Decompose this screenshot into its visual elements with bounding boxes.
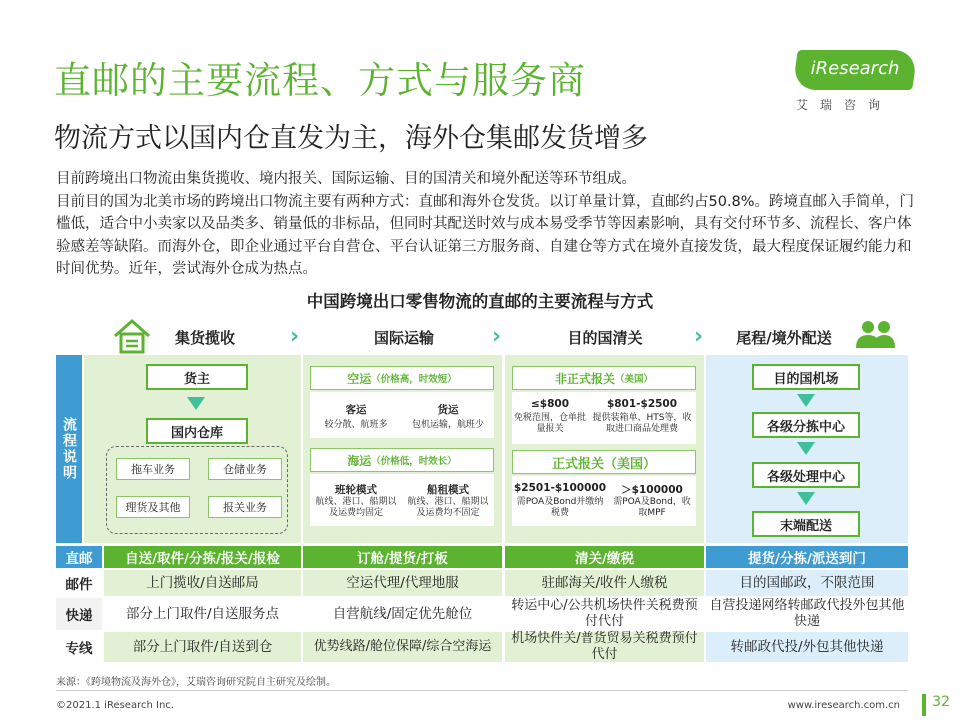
formal-customs-header (512, 450, 696, 474)
service-tally: 理货及其他 (116, 496, 190, 518)
formal-high-title: ＞$100000 (621, 484, 683, 496)
copyright: ©2021.1 iResearch Inc. (56, 700, 174, 711)
table-cell: 部分上门取件/自送到仓 (104, 632, 301, 662)
table-header-collection: 自送/取件/分拣/报关/报检 (104, 546, 301, 568)
page-title: 直邮的主要流程、方式与服务商 (54, 59, 586, 102)
last-mile-box: 末端配送 (752, 511, 860, 537)
intro-line-2: 目前目的国为北美市场的跨境出口物流主要有两种方式：直邮和海外仓发货。以订单量计算，直邮约占50.8%。跨境直邮入手简单，门槛低，适合中小卖家以及品类多、销量低的非标品，但同时其配送时效与成本易受季节等因素影响，具有交付环节多、流程长、客户体验感差等缺陷。而海外仓，即企业通过平台自营仓、平台认证第三方服务商、自建仓等方式在境外直接发货，最大程度保证履约能力和时间优势。近年，尝试海外仓成为热点。 (56, 193, 915, 277)
source-note: 来源：《跨境物流及海外仓》，艾瑞咨询研究院自主研究及绘制。 (56, 677, 336, 688)
table-header-mode: 直邮 (56, 546, 102, 568)
row-label-mail: 邮件 (56, 570, 102, 596)
intro-line-1: 目前跨境出口物流由集货揽收、境内报关、国际运输、目的国清关和境外配送等环节组成。 (56, 171, 636, 187)
formal-note: （美国） (604, 456, 657, 472)
informal-low-title: ≤$800 (530, 398, 570, 410)
sea-charter-desc: 航线、港口、船期以及运费均不固定 (407, 497, 489, 518)
users-icon (854, 318, 896, 350)
sea-note: （价格低，时效长） (371, 456, 457, 467)
diagram-title: 中国跨境出口零售物流的直邮的主要流程与方式 (306, 292, 654, 311)
footer-divider (56, 690, 908, 691)
page-subtitle: 物流方式以国内仓直发为主，海外仓集邮发货增多 (54, 123, 648, 154)
air-passenger-title: 客运 (345, 404, 367, 416)
owner-box: 货主 (146, 364, 248, 390)
table-cell: 机场快件关/普货贸易关税费预付代付 (505, 632, 704, 662)
informal-note: （美国） (615, 374, 654, 385)
destination-airport-box: 目的国机场 (752, 364, 860, 390)
table-cell: 上门揽收/自送邮局 (104, 570, 301, 596)
stage-customs-clearance: 目的国清关 (567, 328, 643, 347)
table-header-delivery: 提货/分拣/派送到门 (706, 546, 908, 568)
stage-collection: 集货揽收 (174, 328, 235, 347)
air-note: （价格高，时效短） (371, 374, 457, 385)
table-header-transport: 订舱/提货/打板 (303, 546, 502, 568)
page-number: 32 (932, 694, 950, 710)
processing-center-box: 各级处理中心 (752, 462, 860, 488)
formal-high-desc: 需POA及Bond，收取MPF (613, 497, 691, 518)
stage-last-mile: 尾程/境外配送 (736, 328, 832, 347)
warehouse-house-icon (112, 318, 152, 354)
informal-customs-header (512, 366, 696, 390)
page-number-bar (922, 694, 926, 716)
table-cell: 转邮政代投/外包其他快递 (706, 632, 908, 662)
air-cargo-desc: 包机运输，航班少 (411, 420, 484, 430)
intro-text (56, 168, 916, 281)
table-cell: 驻邮海关/收件人缴税 (505, 570, 704, 596)
chevron-right-icon: › (694, 324, 704, 349)
domestic-warehouse-box: 国内仓库 (146, 418, 248, 444)
table-cell: 自营航线/固定优先舱位 (303, 598, 502, 630)
air-transport-header (310, 366, 494, 390)
air-cargo-title: 货运 (437, 404, 459, 416)
sea-charter-title: 船租模式 (427, 484, 469, 496)
website-link[interactable]: www.iresearch.com.cn (787, 700, 900, 711)
table-cell: 优势线路/舱位保障/综合空海运 (303, 632, 502, 662)
informal-high-title: $801-$2500 (606, 398, 678, 410)
service-trailer: 拖车业务 (116, 458, 190, 480)
sea-title: 海运 (347, 453, 372, 468)
chevron-right-icon: › (290, 324, 300, 349)
air-passenger-desc: 较分散、航班多 (324, 420, 388, 430)
sea-transport-header (310, 448, 494, 472)
stage-international-transport: 国际运输 (373, 328, 434, 347)
informal-low-desc: 免税范围，仓单批量报关 (514, 413, 587, 434)
informal-high-desc: 提供装箱单、HTS等，收取进口商品处理费 (592, 413, 692, 434)
arrow-down-icon (187, 397, 205, 410)
sea-liner-title: 班轮模式 (335, 484, 377, 496)
table-cell: 自营投递网络转邮政代投外包其他快递 (706, 598, 908, 630)
table-cell: 空运代理/代理地服 (303, 570, 502, 596)
row-label-express: 快递 (56, 598, 102, 630)
table-cell: 转运中心/公共机场快件关税费预付代付 (505, 598, 704, 630)
logo-subtitle: 艾瑞咨询 (796, 98, 893, 112)
formal-title: 正式报关 (551, 456, 604, 472)
table-cell: 部分上门取件/自送服务点 (104, 598, 301, 630)
table-header-customs: 清关/缴税 (505, 546, 704, 568)
sea-liner-desc: 航线、港口、船期以及运费均固定 (315, 497, 397, 518)
formal-low-desc: 需POA及Bond并缴纳税费 (516, 497, 604, 518)
arrow-down-icon (797, 394, 815, 407)
logo-brand: iResearch (810, 58, 900, 79)
chevron-right-icon: › (492, 324, 502, 349)
service-storage: 仓储业务 (208, 458, 282, 480)
process-side-label: 流程说明 (56, 355, 82, 543)
table-cell: 目的国邮政，不限范围 (706, 570, 908, 596)
air-title: 空运 (347, 371, 372, 386)
informal-title: 非正式报关 (554, 371, 615, 386)
service-declaration: 报关业务 (208, 496, 282, 518)
row-label-dedicated-line: 专线 (56, 632, 102, 662)
sorting-center-box: 各级分拣中心 (752, 412, 860, 438)
arrow-down-icon (797, 492, 815, 505)
formal-low-title: $2501-$100000 (513, 482, 607, 494)
arrow-down-icon (797, 442, 815, 455)
